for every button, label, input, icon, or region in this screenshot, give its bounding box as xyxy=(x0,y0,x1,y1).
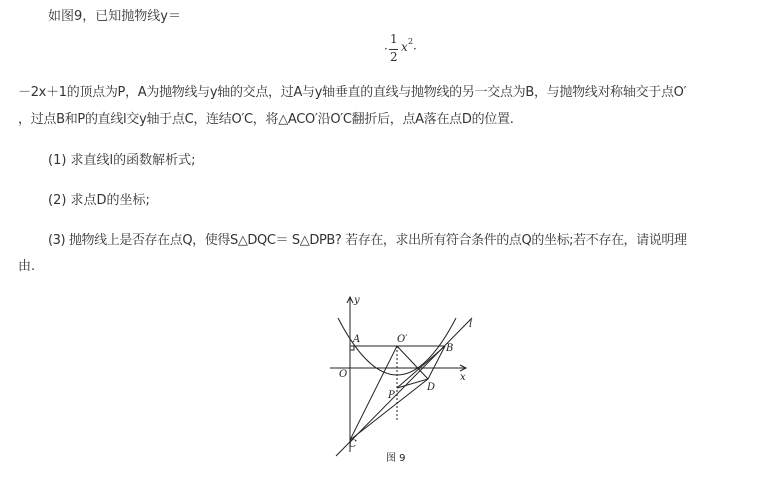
fraction-exponent: 2 xyxy=(408,37,414,46)
label-d: D xyxy=(427,382,436,393)
label-x: x xyxy=(460,372,466,383)
problem-line-3: ，过点B和P的直线l交y轴于点C，连结O′C，将△ACO′沿O′C翻折后，点A落在点D的位置. xyxy=(18,112,514,127)
label-o-prime: O′ xyxy=(397,334,408,345)
label-l: l xyxy=(469,319,473,330)
fraction-trail-dot: · xyxy=(413,42,417,56)
question-3-line-1: (3) 抛物线上是否存在点Q，使得S△DQC＝ S△DPB? 若存在，求出所有符合条件的点Q的坐标;若不存在，请说明理 xyxy=(48,233,687,248)
label-a: A xyxy=(353,334,361,345)
label-p: P xyxy=(388,390,395,401)
fraction-variable: x xyxy=(401,40,408,54)
question-2: (2) 求点D的坐标; xyxy=(48,193,150,208)
right-angle-mark xyxy=(350,346,354,350)
label-y: y xyxy=(354,295,360,306)
fraction-denominator: 2 xyxy=(390,50,398,64)
segment-c-d xyxy=(350,379,428,440)
problem-intro: 如图9，已知抛物线y＝ xyxy=(48,9,181,24)
label-b: B xyxy=(446,343,454,354)
figure-caption: 图 9 xyxy=(386,453,406,464)
question-3-line-2: 由. xyxy=(18,259,36,274)
segment-d-b xyxy=(428,346,445,379)
label-c: C xyxy=(349,439,357,450)
question-1: (1) 求直线l的函数解析式; xyxy=(48,153,196,168)
label-o: O xyxy=(339,369,348,380)
segment-p-b xyxy=(397,346,445,388)
problem-line-2: －2x＋1的顶点为P，A为抛物线与y轴的交点，过A与y轴垂直的直线与抛物线的另一交点为B，与抛物线对称轴交于点O′ xyxy=(18,85,687,100)
fraction-lead-dot: · xyxy=(384,42,388,56)
fraction-numerator: 1 xyxy=(390,32,398,46)
